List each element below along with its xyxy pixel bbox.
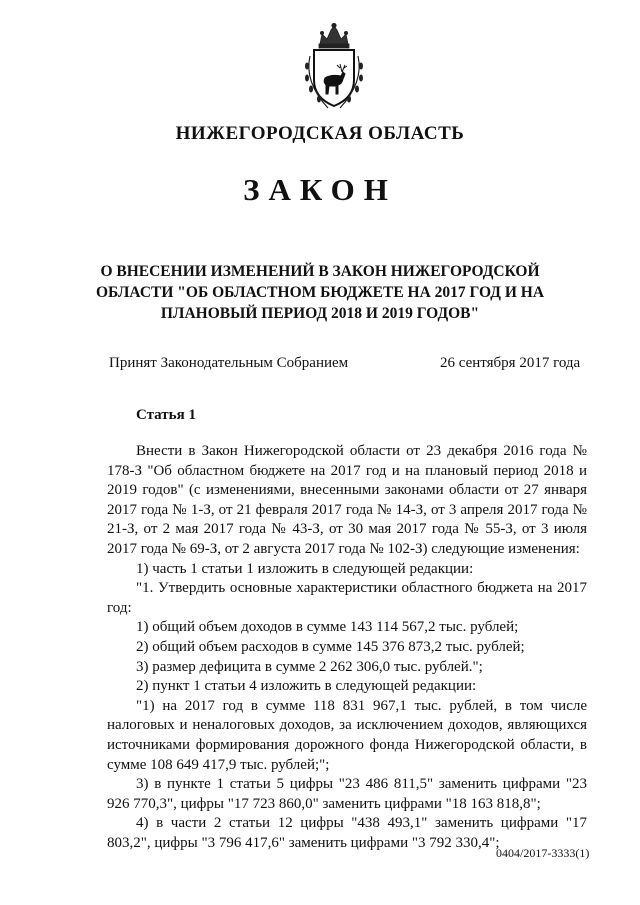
body-paragraph: "1) на 2017 год в сумме 118 831 967,1 тыс. рублей, в том числе налоговых и неналоговых доходов, за исключением доходов, являющихся источниками формирования дорожного фонда Нижегородской области, в сумме 108 649 417,9 тыс. рублей;";	[107, 697, 587, 773]
region-name: НИЖЕГОРОДСКАЯ ОБЛАСТЬ	[175, 123, 465, 144]
law-title-line: ПЛАНОВЫЙ ПЕРИОД 2018 И 2019 ГОДОВ"	[160, 305, 480, 322]
body-paragraph: 3) в пункте 1 статьи 5 цифры "23 486 811,5" заменить цифрами "23 926 770,3", цифры "17 723 860,0" заменить цифрами "18 163 818,8";	[107, 776, 587, 812]
adoption-date: 26 сентября 2017 года	[440, 355, 581, 371]
body-paragraph: 4) в части 2 статьи 12 цифры "438 493,1" заменить цифрами "17 803,2", цифры "3 796 417,6" заменить цифрами "3 792 330,4";	[107, 815, 587, 851]
body-paragraph: 2) общий объем расходов в сумме 145 376 873,2 тыс. рублей;	[136, 638, 525, 655]
article-body	[107, 442, 587, 853]
article-heading: Статья 1	[136, 407, 196, 423]
body-paragraph: 3) размер дефицита в сумме 2 262 306,0 тыс. рублей.";	[136, 658, 483, 675]
document-type: ЗАКОН	[243, 172, 397, 207]
law-title-line: О ВНЕСЕНИИ ИЗМЕНЕНИЙ В ЗАКОН НИЖЕГОРОДСКОЙ	[100, 263, 540, 280]
law-title-line: ОБЛАСТИ "ОБ ОБЛАСТНОМ БЮДЖЕТЕ НА 2017 ГОД И НА	[95, 284, 545, 301]
coat-of-arms-icon	[298, 22, 370, 112]
document-code: 0404/2017-3333(1)	[496, 846, 590, 860]
body-paragraph: "1. Утвердить основные характеристики областного бюджета на 2017 год:	[107, 580, 587, 616]
nizhny-novgorod-coat-of-arms-icon	[298, 22, 370, 112]
body-paragraph: 2) пункт 1 статьи 4 изложить в следующей редакции:	[136, 678, 477, 695]
adopted-by-label: Принят Законодательным Собранием	[109, 355, 349, 371]
body-paragraph: Внести в Закон Нижегородской области от 23 декабря 2016 года № 178-З "Об областном бюджете на 2017 год и на плановый период 2018 и 2019 годов" (с изменениями, внесенными законами области от 27 января 2017 года № 1-З, от 21 февраля 2017 года № 14-З, от 3 апреля 2017 года № 21-З, от 2 мая 2017 года № 43-З, от 30 мая 2017 года № 55-З, от 3 июля 2017 года № 69-З, от 2 августа 2017 года № 102-З) следующие изменения:	[107, 443, 587, 557]
body-paragraph: 1) часть 1 статьи 1 изложить в следующей редакции:	[136, 560, 474, 577]
body-paragraph: 1) общий объем доходов в сумме 143 114 567,2 тыс. рублей;	[136, 619, 519, 636]
law-title	[0, 261, 640, 324]
adoption-line	[109, 355, 589, 372]
